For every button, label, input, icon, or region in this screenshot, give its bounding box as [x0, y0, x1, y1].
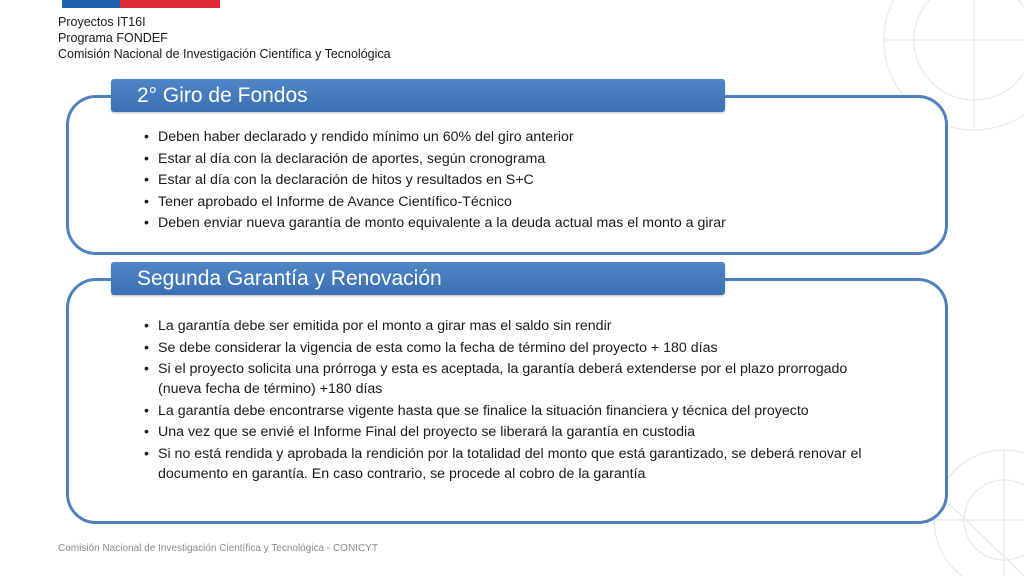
header-line-3: Comisión Nacional de Investigación Científica y Tecnológica — [58, 47, 391, 61]
list-item: • Deben enviar nueva garantía de monto equivalente a la deuda actual mas el monto a girar — [144, 215, 726, 231]
list-item: • Estar al día con la declaración de hitos y resultados en S+C — [144, 172, 534, 188]
list-item: • Una vez que se envié el Informe Final del proyecto se liberará la garantía en custodia — [144, 424, 696, 440]
bullet-text: La garantía debe ser emitida por el monto a girar mas el saldo sin rendir — [158, 318, 612, 334]
bullet-text: Deben enviar nueva garantía de monto equivalente a la deuda actual mas el monto a girar — [158, 215, 726, 231]
header-line-1: Proyectos IT16I — [58, 15, 146, 29]
bullet-text: Deben haber declarado y rendido mínimo un 60% del giro anterior — [158, 129, 574, 145]
bullet-text: Si no está rendida y aprobada la rendición por la totalidad del monto que está garantizado, se deberá renovar el documento en garantía. En caso contrario, se procede al cobro de la garantía — [158, 445, 862, 482]
list-item: • Se debe considerar la vigencia de esta como la fecha de término del proyecto + 180 días — [144, 339, 718, 356]
bullet-text: Estar al día con la declaración de aportes, según cronograma — [158, 150, 546, 167]
list-item: • La garantía debe encontrarse vigente hasta que se finalice la situación financiera y técnica del proyecto — [144, 402, 809, 419]
header-block — [58, 14, 391, 62]
flag-stripe — [62, 0, 220, 8]
section-1-title: 2° Giro de Fondos — [111, 79, 725, 112]
list-item: • Si el proyecto solicita una prórroga y esta es aceptada, la garantía deberá extenderse por el plazo prorrogado (nueva fecha de término) +180 días — [144, 361, 848, 397]
list-item: • Deben haber declarado y rendido mínimo un 60% del giro anterior — [144, 129, 574, 145]
section-2-bullet-list — [144, 316, 864, 485]
section-2-title: Segunda Garantía y Renovación — [111, 262, 725, 295]
bullet-text: Si el proyecto solicita una prórroga y esta es aceptada, la garantía deberá extenderse por el plazo prorrogado (nueva fecha de término) +180 días — [158, 361, 848, 397]
bullet-text: La garantía debe encontrarse vigente hasta que se finalice la situación financiera y técnica del proyecto — [158, 402, 809, 419]
footer-text: Comisión Nacional de Investigación Científica y Tecnológica - CONICYT — [58, 543, 378, 554]
bullet-text: Tener aprobado el Informe de Avance Científico-Técnico — [158, 193, 512, 210]
section-1-bullet-list — [144, 127, 904, 235]
list-item: • Tener aprobado el Informe de Avance Científico-Técnico — [144, 193, 512, 210]
list-item: • La garantía debe ser emitida por el monto a girar mas el saldo sin rendir — [144, 318, 612, 334]
flag-red-segment — [120, 0, 220, 8]
bullet-text: Una vez que se envié el Informe Final del proyecto se liberará la garantía en custodia — [158, 424, 696, 440]
flag-blue-segment — [62, 0, 120, 8]
bullet-text: Estar al día con la declaración de hitos y resultados en S+C — [158, 172, 534, 188]
bullet-text: Se debe considerar la vigencia de esta como la fecha de término del proyecto + 180 días — [158, 339, 718, 356]
list-item: • Estar al día con la declaración de aportes, según cronograma — [144, 150, 546, 167]
list-item: • Si no está rendida y aprobada la rendición por la totalidad del monto que está garantizado, se deberá renovar el documento en garantía. En caso contrario, se procede al cobro de la garantía — [144, 445, 862, 482]
header-line-2: Programa FONDEF — [58, 31, 168, 45]
